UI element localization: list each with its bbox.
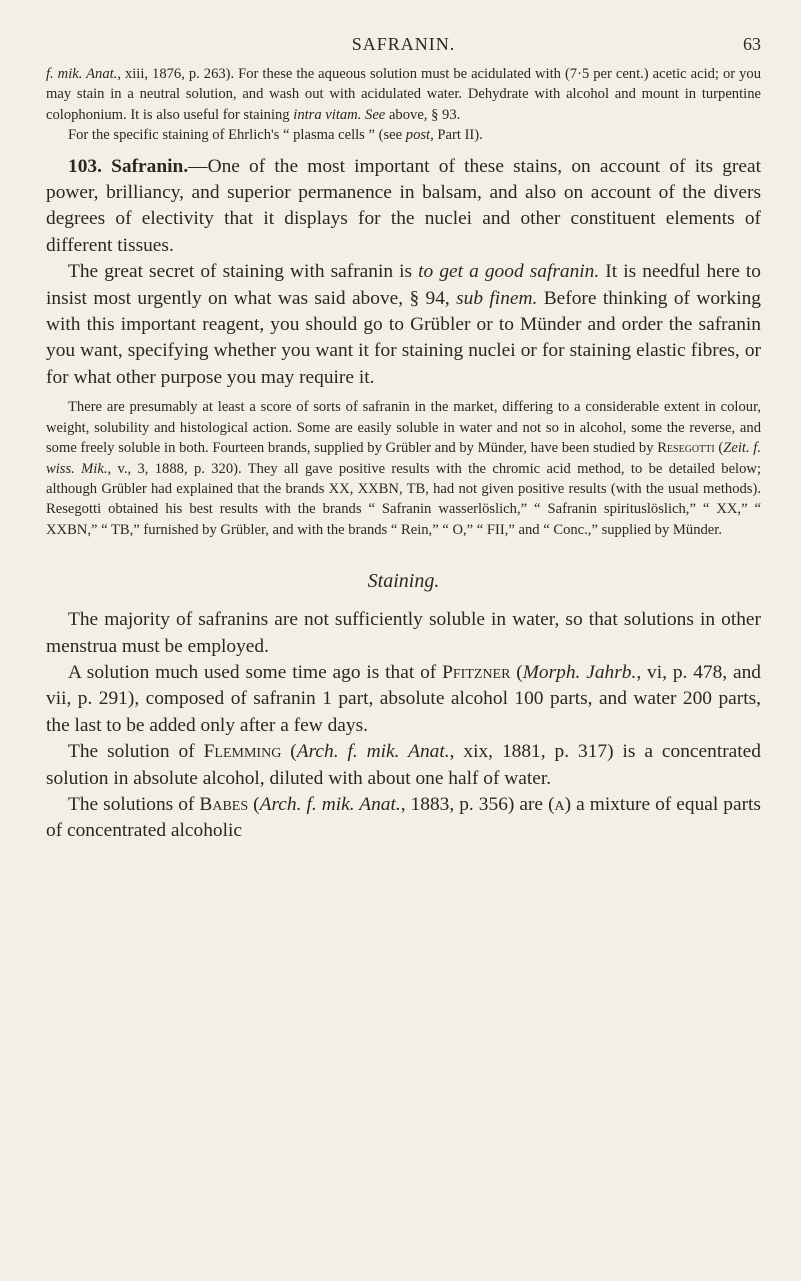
italic-post: post, xyxy=(405,127,434,144)
author-flemming: Flemming xyxy=(203,741,282,763)
section-103-opening: 103. Safranin.—One of the most important of these stains, on account of its great power, brilliancy, and superior permanence in balsam, and also on account of the divers degrees of electivity that it displays for the nuclei and other constituent elements of different tissues. xyxy=(46,155,761,256)
intro-paragraph-ehrlich: For the specific staining of Ehrlich's “ plasma cells ” (see post, Part II). xyxy=(68,127,483,144)
author-babes: Babes xyxy=(199,793,249,815)
author-resegotti: Resegotti xyxy=(657,440,715,457)
italic-good-safranin: to get a good safranin. xyxy=(418,261,600,283)
journal-reference: Zeit. f. wiss. Mik. xyxy=(46,440,761,477)
section-title: Safranin. xyxy=(111,155,189,177)
italic-phrase: intra vitam. xyxy=(293,106,362,123)
staining-paragraph-babes: The solutions of Babes (Arch. f. mik. Anat., 1883, p. 356) are (a) a mixture of equal parts of concentrated alcoholic xyxy=(46,793,761,842)
staining-paragraph-pfitzner: A solution much used some time ago is that of Pfitzner (Morph. Jahrb., vi, p. 478, and vii, p. 291), composed of safranin 1 part, absolute alcohol 100 parts, and water 200 parts, the last to be added only after a few days. xyxy=(46,661,761,736)
running-title: SAFRANIN. xyxy=(351,34,456,54)
journal-reference: Morph. Jahrb. xyxy=(522,661,637,683)
journal-reference: f. mik. Anat. xyxy=(46,66,118,82)
section-103-secret-paragraph: The great secret of staining with safranin is to get a good safranin. It is needful here to insist most urgently on what was said above, § 94, sub finem. Before thinking of working with this important reagent, you should go to Grübler or to Münder and order the safranin you want, specifying whether you want it for staining nuclei or for staining elastic fibres, or for what other purpose you may require it. xyxy=(46,261,761,388)
italic-sub-finem: sub finem. xyxy=(456,287,538,309)
section-number: 103. xyxy=(68,155,102,177)
fine-print-paragraph: There are presumably at least a score of sorts of safranin in the market, differing to a considerable extent in colour, weight, solubility and histological action. Some are easily soluble in water and not so in alcohol, some the reverse, and some freely soluble in both. Fourteen brands, supplied by Grübler and by Münder, have been studied by Resegotti (Zeit. f. wiss. Mik., v., 3, 1888, p. 320). They all gave positive results with the chromic acid method, to be detailed below; although Grübler had explained that the brands XX, XXBN, TB, had not given positive results (with the usual methods). Resegotti obtained his best results with the brands “ Safranin wasserlöslich,” “ Safranin spirituslöslich,” “ XX,” “ XXBN,” “ TB,” furnished by Grübler, and with the brands “ Rein,” “ O,” “ FII,” and “ Conc.,” supplied by Münder. xyxy=(46,399,762,538)
page-number: 63 xyxy=(743,34,761,54)
journal-reference: Arch. f. mik. Anat. xyxy=(296,741,450,763)
list-letter-a: a xyxy=(554,793,565,815)
running-head xyxy=(46,34,761,64)
book-page xyxy=(46,0,761,845)
staining-heading: Staining. xyxy=(367,570,440,593)
staining-paragraph-flemming: The solution of Flemming (Arch. f. mik. Anat., xix, 1881, p. 317) is a concentrated solution in absolute alcohol, diluted with about one half of water. xyxy=(46,741,761,789)
author-pfitzner: Pfitzner xyxy=(442,661,511,683)
intro-paragraph-continued: f. mik. Anat., xiii, 1876, p. 263). For these the aqueous solution must be acidulated with (7·5 per cent.) acetic acid; or you may stain in a neutral solution, and wash out with acidulated water. Dehydrate with alcohol and mount in turpentine colophonium. It is also useful for staining intra vitam. See above, § 93. xyxy=(46,66,761,123)
italic-see: See xyxy=(365,106,386,123)
staining-paragraph-1: The majority of safranins are not sufficiently soluble in water, so that solutions in other menstrua must be employed. xyxy=(46,609,761,657)
journal-reference: Arch. f. mik. Anat. xyxy=(259,793,401,815)
